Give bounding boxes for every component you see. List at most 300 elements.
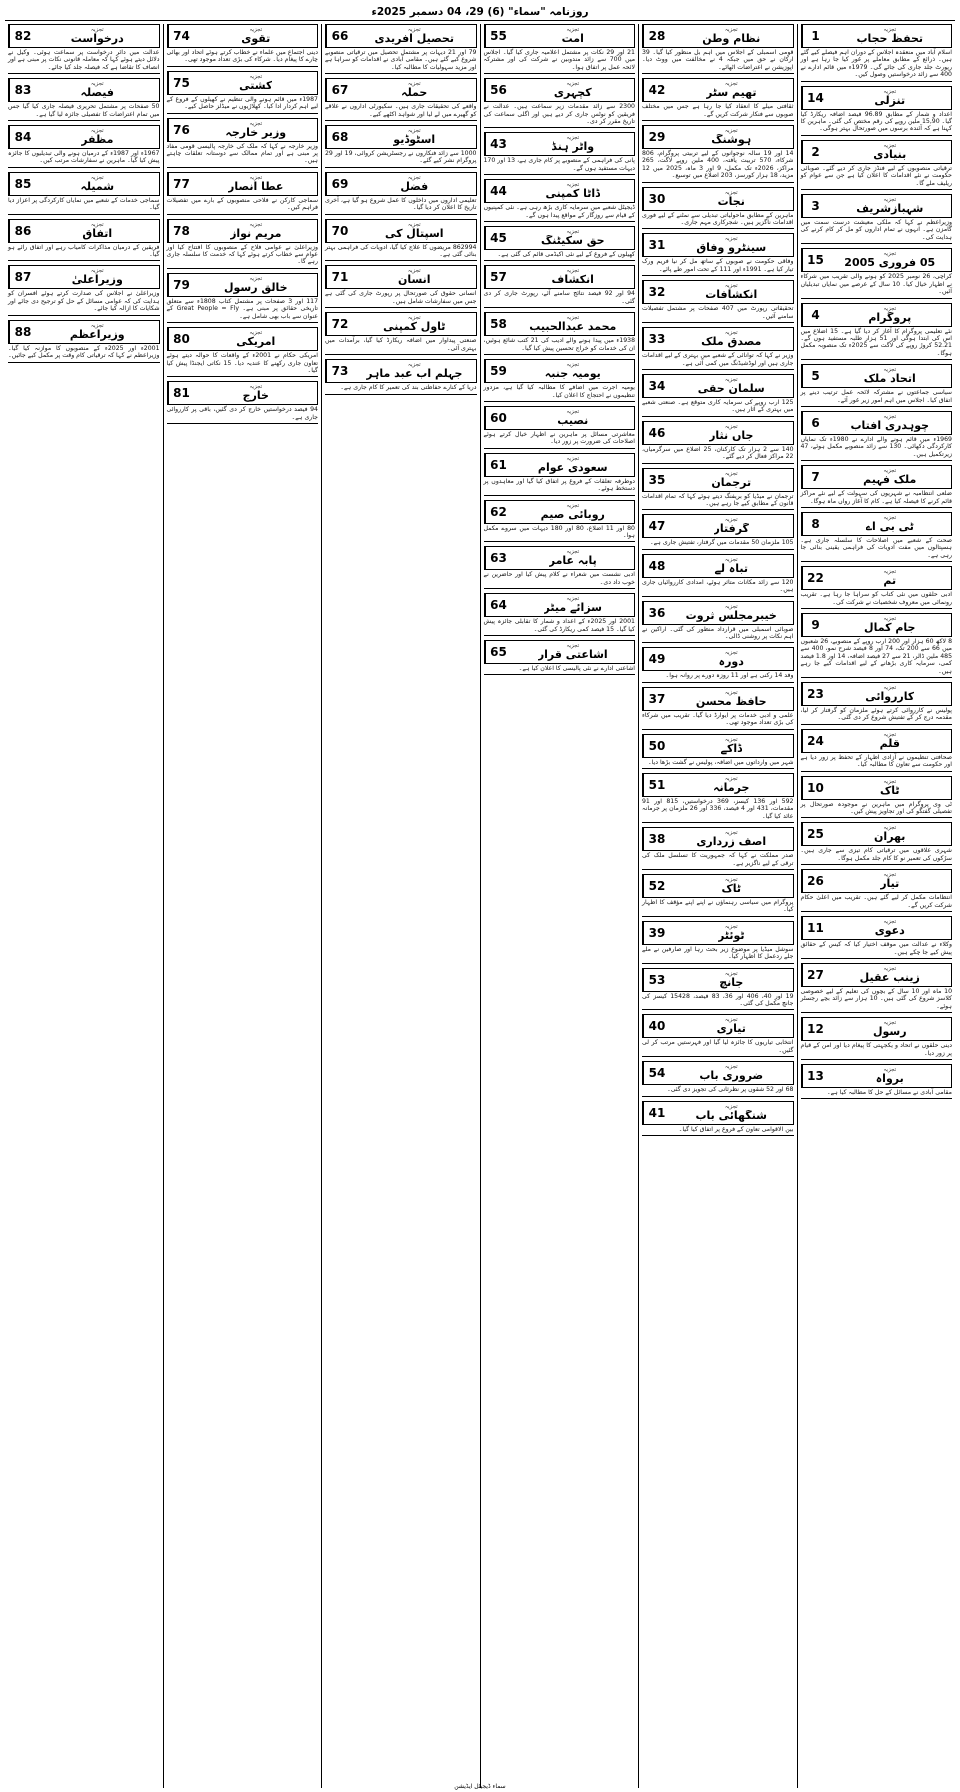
article[interactable]	[642, 421, 794, 466]
article-headline-bar[interactable]	[642, 1014, 794, 1038]
article-body: پانی کی فراہمی کے منصوبے پر کام جاری ہے، 13 اور 170 دیہات مستفید ہوں گے۔	[483, 157, 635, 172]
article-divider	[642, 1096, 794, 1097]
article-title: درخواست	[70, 33, 124, 45]
article[interactable]	[484, 406, 636, 451]
article-title: امت	[561, 33, 584, 45]
article-body: 8 لاکھ 60 ہزار اور 200 ارب روپے کے منصوبے، 26 شعبوں میں 66 سے 200 تک، 74 اور 8 فیصد شرح نمو، 400 سے 485 ملین ڈالر، 21 سے 27 فیصد اضافہ، 14 اور 1.8 فیصد کمی، سرمایہ کاری بڑھانے کے لیے اقدامات کیے جا رہے ہیں۔	[800, 638, 953, 675]
article-headline-bar[interactable]	[642, 24, 794, 48]
article-title: ہوشنگ	[711, 134, 752, 147]
article-body: 2001ء اور 2025ء کے منصوبوں کا موازنہ کیا گیا۔ وزیراعظم نے کہا کہ ترقیاتی کام وقت پر مکمل کیے جائیں۔	[8, 344, 160, 360]
article-title: اتحاد ملک	[863, 373, 916, 386]
article-kicker: تجزیہ	[883, 468, 897, 475]
article-divider	[642, 682, 794, 683]
article-divider	[801, 724, 953, 725]
article-headline-bar[interactable]	[801, 1017, 953, 1041]
article-divider	[801, 608, 953, 609]
article[interactable]	[642, 687, 794, 732]
article-body: دوطرفہ تعلقات کے فروغ پر اتفاق کیا گیا اور معاہدوں پر دستخط ہوئے۔	[483, 477, 635, 493]
article-headline-bar[interactable]	[801, 776, 953, 800]
article-body: اشاعتی ادارے نے نئی پالیسی کا اعلان کیا ہے۔	[518, 664, 635, 672]
article-headline-bar[interactable]	[642, 601, 794, 625]
article-body: وفد 14 رکنی ہے اور 11 روزہ دورے پر روانہ ہوا۔	[665, 672, 794, 680]
article-headline-bar[interactable]	[642, 554, 794, 578]
article-headline-bar[interactable]	[642, 468, 794, 492]
article-number: 23	[802, 683, 829, 705]
article-divider	[642, 768, 794, 769]
article[interactable]	[801, 140, 953, 192]
article-number: 55	[485, 25, 512, 47]
article-divider	[484, 495, 636, 496]
article-number: 24	[802, 730, 829, 752]
article-number: 62	[485, 501, 512, 523]
article[interactable]	[642, 514, 794, 551]
article[interactable]	[642, 187, 794, 232]
article-headline-bar[interactable]	[325, 359, 477, 383]
article-number: 70	[326, 220, 353, 242]
article-headline-bar[interactable]	[801, 566, 953, 590]
article[interactable]	[325, 125, 477, 170]
article-title-wrap	[36, 220, 159, 242]
article-headline-bar[interactable]	[801, 248, 953, 272]
article[interactable]	[801, 869, 953, 914]
article-divider	[642, 463, 794, 464]
article-title-wrap	[353, 360, 476, 382]
article-title-wrap	[829, 730, 952, 752]
article-title: وزیراعظم	[69, 328, 125, 341]
article-divider	[642, 963, 794, 964]
article-headline-bar[interactable]	[167, 24, 319, 48]
article-headline-bar[interactable]	[325, 125, 477, 149]
article[interactable]	[801, 512, 953, 564]
article[interactable]	[642, 374, 794, 419]
article-headline-bar[interactable]	[801, 86, 953, 110]
article[interactable]	[801, 194, 953, 246]
article[interactable]	[642, 773, 794, 825]
article[interactable]	[642, 554, 794, 599]
article-divider	[167, 268, 319, 269]
article[interactable]	[484, 312, 636, 357]
article-headline-bar[interactable]	[642, 374, 794, 398]
article-headline-bar[interactable]	[642, 1061, 794, 1085]
article-headline-bar[interactable]	[801, 1064, 953, 1088]
article[interactable]	[484, 24, 636, 76]
article-headline-bar[interactable]	[484, 500, 636, 524]
article-body: ڈیجیٹل شعبے میں سرمایہ کاری بڑھ رہی ہے۔ نئی کمپنیوں کے قیام سے روزگار کے مواقع پیدا ہوں گے۔	[483, 204, 635, 219]
article-kicker: تجزیہ	[724, 423, 738, 430]
article-title: محمد عبدالحبیب	[529, 321, 617, 334]
article-title-wrap	[670, 188, 793, 210]
article-divider	[801, 460, 953, 461]
article-headline-bar[interactable]	[484, 226, 636, 250]
article-title: اشاعتی قرار	[537, 648, 608, 661]
article-headline-bar[interactable]	[484, 546, 636, 570]
article[interactable]	[642, 647, 794, 684]
article-headline-bar[interactable]	[642, 125, 794, 149]
article-title-wrap	[829, 567, 952, 589]
article-title: واٹر ہنڈ	[551, 141, 595, 154]
article-title-wrap	[353, 126, 476, 148]
article-title: اسٹوڈیو	[393, 134, 436, 147]
article-headline-bar[interactable]	[642, 78, 794, 102]
article[interactable]	[484, 359, 636, 404]
article-kicker: تجزیہ	[724, 689, 738, 696]
article[interactable]	[484, 453, 636, 498]
article[interactable]	[167, 172, 319, 217]
article-headline-bar[interactable]	[484, 406, 636, 430]
article[interactable]	[325, 172, 477, 217]
article-number: 63	[485, 547, 512, 569]
article[interactable]	[325, 219, 477, 264]
article-divider	[642, 228, 794, 229]
article-title: ٹاک	[721, 883, 742, 896]
article-title: نجات	[717, 195, 745, 208]
article-headline-bar[interactable]	[484, 24, 636, 48]
article-body: دینی حلقوں نے اتحاد و یکجہتی کا پیغام دیا اور امن کے قیام پر زور دیا۔	[800, 1042, 952, 1057]
article-divider	[642, 1009, 794, 1010]
article-body: صوبائی اسمبلی میں قرارداد منظور کی گئی۔ اراکین نے اہم نکات پر روشنی ڈالی۔	[642, 625, 794, 640]
article[interactable]	[801, 24, 953, 84]
article[interactable]	[484, 593, 636, 638]
article-headline-bar[interactable]	[801, 411, 953, 435]
article[interactable]	[484, 226, 636, 263]
article[interactable]	[801, 729, 953, 774]
article[interactable]	[642, 327, 794, 372]
article[interactable]	[642, 734, 794, 771]
article-headline-bar[interactable]	[167, 219, 319, 243]
article-title: تیاری	[716, 1023, 746, 1036]
article-headline-bar[interactable]	[8, 320, 160, 344]
article[interactable]	[8, 265, 160, 317]
article[interactable]	[642, 125, 794, 185]
article-headline-bar[interactable]	[642, 773, 794, 797]
article-body: وزیراعلیٰ نے عوامی فلاح کے منصوبوں کا افتتاح کیا اور عوام سے خطاب کرتے ہوئے کہا کہ خدمت کا سلسلہ جاری رہے گا۔	[166, 243, 318, 266]
article-kicker: تجزیہ	[407, 315, 421, 322]
article-title-wrap	[195, 173, 318, 195]
article-divider	[642, 322, 794, 323]
article-headline-bar[interactable]	[484, 593, 636, 617]
article-title-wrap	[829, 1018, 952, 1040]
article-headline-bar[interactable]	[167, 327, 319, 351]
article[interactable]	[801, 963, 953, 1015]
article-kicker: تجزیہ	[407, 174, 421, 181]
article-headline-bar[interactable]	[801, 512, 953, 536]
article-title-wrap	[829, 1065, 952, 1087]
article[interactable]	[801, 916, 953, 961]
article-divider	[642, 822, 794, 823]
article[interactable]	[484, 546, 636, 591]
article-number: 42	[643, 79, 670, 101]
column-container	[5, 24, 955, 1788]
article-kicker: تجزیہ	[90, 128, 104, 135]
article-body: دریا کے کنارے حفاظتی بند کی تعمیر کا کام جاری ہے۔	[340, 384, 477, 392]
article[interactable]	[325, 312, 477, 357]
col-1	[797, 24, 956, 1788]
article-divider	[642, 1135, 794, 1136]
article[interactable]	[642, 968, 794, 1013]
article[interactable]	[801, 822, 953, 867]
article-divider	[167, 322, 319, 323]
article[interactable]	[801, 566, 953, 611]
article[interactable]	[642, 24, 794, 76]
article-headline-bar[interactable]	[167, 273, 319, 297]
article-title-wrap	[512, 79, 635, 101]
article-body: انتظامات مکمل کر لیے گئے ہیں۔ تقریب میں اعلیٰ حکام شرکت کریں گے۔	[800, 894, 952, 909]
article-title: تھیم سٹر	[706, 87, 757, 100]
article-headline-bar[interactable]	[801, 963, 953, 987]
article-title-wrap	[829, 195, 952, 217]
article-headline-bar[interactable]	[642, 968, 794, 992]
article-title: آصف زرداری	[696, 836, 767, 849]
article[interactable]	[642, 233, 794, 278]
article-body: ادبی حلقوں میں نئی کتاب کو سراہا جا رہا ہے۔ تقریب رونمائی میں معروف شخصیات نے شرکت کی۔	[800, 591, 952, 606]
article-headline-bar[interactable]	[325, 265, 477, 289]
article-divider	[801, 864, 953, 865]
article-headline-bar[interactable]	[801, 869, 953, 893]
article-body: 68 اور 52 شقوں پر نظرثانی کی تجویز دی گئی۔	[667, 1086, 794, 1094]
article[interactable]	[325, 359, 477, 396]
masthead	[5, 4, 955, 21]
article[interactable]	[801, 303, 953, 363]
article-headline-bar[interactable]	[801, 916, 953, 940]
article-headline-bar[interactable]	[325, 219, 477, 243]
article-headline-bar[interactable]	[801, 613, 953, 637]
article-title: بھران	[874, 831, 906, 844]
article[interactable]	[801, 411, 953, 463]
article-divider	[801, 507, 953, 508]
article-headline-bar[interactable]	[325, 172, 477, 196]
article-body: صدر مملکت نے کہا کہ جمہوریت کا تسلسل ملک کی ترقی کے لیے ناگزیر ہے۔	[642, 852, 794, 867]
article-divider	[642, 869, 794, 870]
article-divider	[642, 729, 794, 730]
article[interactable]	[8, 172, 160, 217]
article-headline-bar[interactable]	[801, 194, 953, 218]
article[interactable]	[801, 86, 953, 138]
article-headline-bar[interactable]	[325, 78, 477, 102]
article-title-wrap	[670, 602, 793, 624]
article-headline-bar[interactable]	[8, 125, 160, 149]
article-title-wrap	[829, 249, 952, 271]
article[interactable]	[801, 364, 953, 409]
article[interactable]	[167, 273, 319, 325]
article-title: جانچ	[719, 976, 744, 989]
article-headline-bar[interactable]	[8, 219, 160, 243]
article-body: ماہرین کے مطابق ماحولیاتی تبدیلی سے نمٹنے کے لیے فوری اقدامات ناگزیر ہیں۔ شجرکاری مہم جاری۔	[642, 211, 794, 227]
article[interactable]	[484, 500, 636, 545]
article-kicker: تجزیہ	[724, 283, 738, 290]
article-number: 31	[643, 234, 670, 256]
article-body: 105 ملزمان 50 مقدمات میں گرفتار، تفتیش جاری ہے۔	[649, 539, 794, 547]
article-number: 73	[326, 360, 353, 382]
masthead-text: روزنامہ "سماء" (6) 29، 04 دسمبر 2025ء	[371, 6, 589, 18]
article-headline-bar[interactable]	[642, 1101, 794, 1125]
article[interactable]	[642, 78, 794, 123]
article-headline-bar[interactable]	[8, 24, 160, 48]
article-headline-bar[interactable]	[801, 140, 953, 164]
article[interactable]	[642, 468, 794, 513]
article-headline-bar[interactable]	[167, 118, 319, 142]
article-title: گرفتار	[713, 523, 749, 536]
article[interactable]	[484, 640, 636, 677]
article-headline-bar[interactable]	[642, 514, 794, 538]
article[interactable]	[642, 1061, 794, 1098]
article-headline-bar[interactable]	[484, 132, 636, 156]
article[interactable]	[167, 71, 319, 116]
article-divider	[801, 1012, 953, 1013]
article-kicker: تجزیہ	[883, 731, 897, 738]
article-headline-bar[interactable]	[642, 734, 794, 758]
article-kicker: تجزیہ	[566, 315, 580, 322]
article-divider	[801, 771, 953, 772]
article-body: 592 اور 136 کیسز، 369 درخواستیں، 815 اور 91 مقدمات، 431 اور 4 فیصد، 336 اور 26 ملزمان پر جرمانہ عائد کیا گیا۔	[642, 798, 794, 820]
article[interactable]	[801, 248, 953, 300]
article-title: تنزلی	[874, 94, 906, 107]
article[interactable]	[642, 874, 794, 919]
article-kicker: تجزیہ	[566, 596, 580, 603]
article-headline-bar[interactable]	[642, 921, 794, 945]
article-title-wrap	[670, 469, 793, 491]
article-headline-bar[interactable]	[167, 172, 319, 196]
article-divider	[167, 66, 319, 67]
article[interactable]	[484, 179, 636, 224]
article[interactable]	[801, 465, 953, 510]
article[interactable]	[642, 601, 794, 646]
article-title-wrap	[670, 969, 793, 991]
article-kicker: تجزیہ	[883, 367, 897, 374]
article-headline-bar[interactable]	[8, 172, 160, 196]
article[interactable]	[8, 78, 160, 123]
article-headline-bar[interactable]	[801, 729, 953, 753]
article-divider	[484, 174, 636, 175]
article-title-wrap	[353, 25, 476, 47]
article-title-wrap	[512, 454, 635, 476]
article-headline-bar[interactable]	[484, 265, 636, 289]
article-number: 35	[643, 469, 670, 491]
article-headline-bar[interactable]	[801, 303, 953, 327]
article-headline-bar[interactable]	[642, 280, 794, 304]
article[interactable]	[484, 265, 636, 310]
article-number: 64	[485, 594, 512, 616]
article-headline-bar[interactable]	[8, 265, 160, 289]
article[interactable]	[167, 327, 319, 379]
article[interactable]	[801, 1017, 953, 1062]
article-headline-bar[interactable]	[325, 24, 477, 48]
article-number: 49	[643, 648, 670, 670]
article[interactable]	[325, 24, 477, 76]
article-headline-bar[interactable]	[642, 421, 794, 445]
article-title: قلم	[879, 737, 900, 750]
article-title-wrap	[829, 964, 952, 986]
article-body: یومیہ اجرت میں اضافے کا مطالبہ کیا گیا ہے، مزدور تنظیموں نے احتجاج کا اعلان کیا۔	[483, 384, 635, 399]
article-title: تحصیل آفریدی	[374, 33, 454, 45]
article-divider	[642, 596, 794, 597]
article-number: 45	[485, 227, 512, 249]
article[interactable]	[167, 219, 319, 271]
article-headline-bar[interactable]	[167, 381, 319, 405]
article-number: 9	[802, 614, 829, 636]
article-divider	[801, 1059, 953, 1060]
article[interactable]	[642, 921, 794, 966]
article-headline-bar[interactable]	[484, 179, 636, 203]
article[interactable]	[167, 118, 319, 170]
article-headline-bar[interactable]	[801, 465, 953, 489]
article-headline-bar[interactable]	[642, 874, 794, 898]
article-body: 14 اور 19 سالہ نوجوانوں کے لیے تربیتی پروگرام، 806 شرکاء، 570 تربیت یافتہ، 400 ملین روپے لاگت، 265 مراکز، 2026ء تک مکمل، 9 اور 3 ماہ، 2025 میں 12 مزید، 18 ہزار کورسز، 203 اضلاع میں توسیع۔	[642, 150, 794, 180]
article[interactable]	[801, 613, 953, 680]
article[interactable]	[484, 132, 636, 177]
article-title-wrap	[829, 141, 952, 163]
article[interactable]	[801, 1064, 953, 1101]
article-headline-bar[interactable]	[8, 78, 160, 102]
article-kicker: تجزیہ	[724, 189, 738, 196]
article[interactable]	[801, 682, 953, 727]
article-headline-bar[interactable]	[801, 682, 953, 706]
article-body: ثقافتی میلے کا انعقاد کیا جا رہا ہے جس میں مختلف صوبوں سے فنکار شرکت کریں گے۔	[642, 103, 794, 118]
article[interactable]	[325, 78, 477, 123]
article-kicker: تجزیہ	[883, 778, 897, 785]
article-body: 50 صفحات پر مشتمل تحریری فیصلہ جاری کیا گیا جس میں تمام اعتراضات کا تفصیلی جائزہ لیا گیا ہے۔	[8, 103, 160, 118]
article-divider	[484, 635, 636, 636]
article-kicker: تجزیہ	[724, 923, 738, 930]
article[interactable]	[325, 265, 477, 310]
article[interactable]	[642, 1101, 794, 1138]
article-headline-bar[interactable]	[484, 78, 636, 102]
article-headline-bar[interactable]	[801, 24, 953, 48]
article[interactable]	[484, 78, 636, 130]
article-title-wrap	[36, 126, 159, 148]
article[interactable]	[8, 24, 160, 76]
article[interactable]	[8, 320, 160, 365]
article-title: سعودی عوام	[537, 461, 608, 474]
article-headline-bar[interactable]	[167, 71, 319, 95]
article-headline-bar[interactable]	[325, 312, 477, 336]
article[interactable]	[8, 219, 160, 264]
article-headline-bar[interactable]	[484, 453, 636, 477]
article[interactable]	[167, 381, 319, 426]
article-headline-bar[interactable]	[801, 822, 953, 846]
article-headline-bar[interactable]	[484, 312, 636, 336]
article[interactable]	[167, 24, 319, 69]
article[interactable]	[642, 1014, 794, 1059]
article-headline-bar[interactable]	[642, 647, 794, 671]
article-headline-bar[interactable]	[642, 187, 794, 211]
article[interactable]	[642, 280, 794, 325]
article-kicker: تجزیہ	[407, 268, 421, 275]
article-kicker: تجزیہ	[566, 135, 580, 142]
article-kicker: تجزیہ	[724, 1103, 738, 1110]
article-body: وزیر نے کہا کہ توانائی کے شعبے میں بہتری کے لیے اقدامات جاری ہیں اور لوڈشیڈنگ میں کمی آئی ہے۔	[642, 352, 794, 367]
article-title-wrap	[195, 220, 318, 242]
article[interactable]	[8, 125, 160, 170]
article-body: 80 اور 11 اضلاع، 80 اور 180 دیہات میں سروے مکمل ہوا۔	[483, 524, 635, 539]
article-number: 5	[802, 365, 829, 387]
article-headline-bar[interactable]	[642, 327, 794, 351]
article-number: 10	[802, 777, 829, 799]
article-body: سیاسی جماعتوں نے مشترکہ لائحہ عمل ترتیب دینے پر اتفاق کیا۔ اجلاس میں اہم امور زیر غور آئے۔	[800, 389, 952, 404]
article-kicker: تجزیہ	[724, 776, 738, 782]
article-number: 39	[643, 922, 670, 944]
article-headline-bar[interactable]	[484, 640, 636, 664]
article[interactable]	[801, 776, 953, 821]
article-headline-bar[interactable]	[642, 233, 794, 257]
article-headline-bar[interactable]	[484, 359, 636, 383]
article-headline-bar[interactable]	[801, 364, 953, 388]
article[interactable]	[642, 827, 794, 872]
article-headline-bar[interactable]	[642, 827, 794, 851]
article-kicker: تجزیہ	[249, 27, 263, 33]
article-divider	[642, 416, 794, 417]
article-headline-bar[interactable]	[642, 687, 794, 711]
article-title-wrap	[670, 555, 793, 577]
